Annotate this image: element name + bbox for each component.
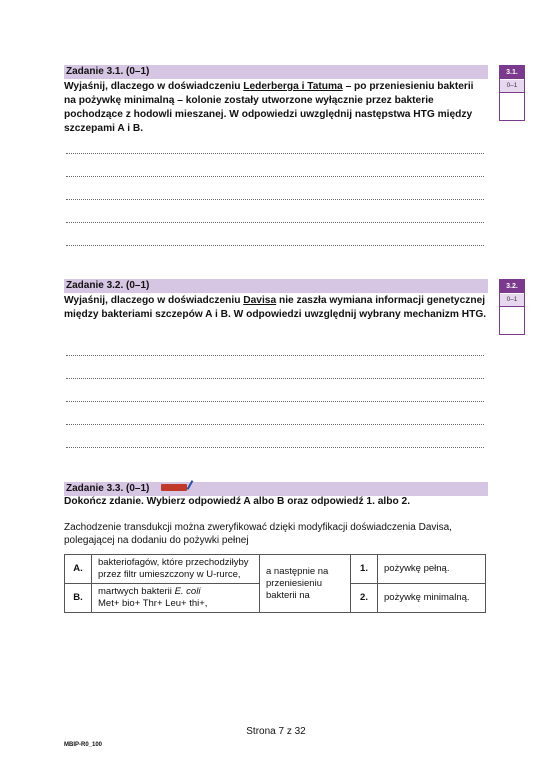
score-box-blank — [500, 306, 524, 334]
score-box-points: 0–1 — [500, 293, 524, 306]
option-b-label[interactable]: B. — [65, 584, 92, 613]
score-box-3-2 — [499, 279, 525, 335]
score-box-number: 3.1. — [500, 66, 524, 79]
answer-line[interactable] — [66, 378, 484, 379]
answer-line[interactable] — [66, 222, 484, 223]
answer-line[interactable] — [66, 355, 484, 356]
task-3-3-stem: Zachodzenie transdukcji można zweryfikować dzięki modyfikacji doświadczenia Davisa, polegającej na dodaniu do pożywki pełnej — [64, 522, 452, 546]
answer-options-table — [64, 554, 486, 613]
page-number: Strona 7 z 32 — [246, 726, 306, 737]
difficulty-badge-icon — [161, 484, 187, 491]
answer-line[interactable] — [66, 245, 484, 246]
answer-line[interactable] — [66, 153, 484, 154]
score-box-3-1 — [499, 65, 525, 121]
task-3-3-header: Zadanie 3.3. (0–1) — [64, 482, 488, 496]
davis-underlined: Davisa — [243, 295, 277, 306]
task-3-3-instruction: Dokończ zdanie. Wybierz odpowiedź A albo B oraz odpowiedź 1. albo 2. — [64, 496, 411, 507]
task-3-2-header: Zadanie 3.2. (0–1) — [64, 279, 488, 293]
answer-line[interactable] — [66, 199, 484, 200]
score-box-points: 0–1 — [500, 79, 524, 92]
exam-code: MBIP-R0_100 — [64, 742, 103, 748]
option-a-text[interactable]: bakteriofagów, które przechodziłyby przez filtr umieszczony w U-rurce, — [92, 555, 260, 584]
answer-line[interactable] — [66, 176, 484, 177]
option-b-text[interactable]: martwych bakterii E. coli Met+ bio+ Thr+ Leu+ thi+, — [92, 584, 260, 613]
lederberg-tatum-underlined: Lederberga i Tatuma — [243, 81, 343, 92]
task-3-2-question: Wyjaśnij, dlaczego w doświadczeniu Davisa nie zaszła wymiana informacji genetycznej między bakteriami szczepów A i B. W odpowiedzi uwzględnij wybrany mechanizm HTG. — [64, 295, 487, 320]
answer-line[interactable] — [66, 424, 484, 425]
answer-line[interactable] — [66, 401, 484, 402]
score-box-blank — [500, 92, 524, 120]
score-box-number: 3.2. — [500, 280, 524, 293]
option-a-label[interactable]: A. — [65, 555, 92, 584]
middle-text: a następnie na przeniesieniu bakterii na — [260, 555, 351, 613]
option-1-text[interactable]: pożywkę pełną. — [378, 555, 486, 584]
task-3-1-question: Wyjaśnij, dlaczego w doświadczeniu Lederberga i Tatuma – po przeniesieniu bakterii na pożywkę minimalną – kolonie zostały utworzone wyłącznie przez bakterie pochodzące z hodowli mieszanej. W odpowiedzi uwzględnij następstwa HTG między szczepami A i B. — [64, 81, 474, 134]
pen-icon — [187, 481, 194, 491]
option-1-label[interactable]: 1. — [351, 555, 378, 584]
option-2-label[interactable]: 2. — [351, 584, 378, 613]
option-2-text[interactable]: pożywkę minimalną. — [378, 584, 486, 613]
task-3-1-header: Zadanie 3.1. (0–1) — [64, 65, 488, 79]
answer-line[interactable] — [66, 447, 484, 448]
